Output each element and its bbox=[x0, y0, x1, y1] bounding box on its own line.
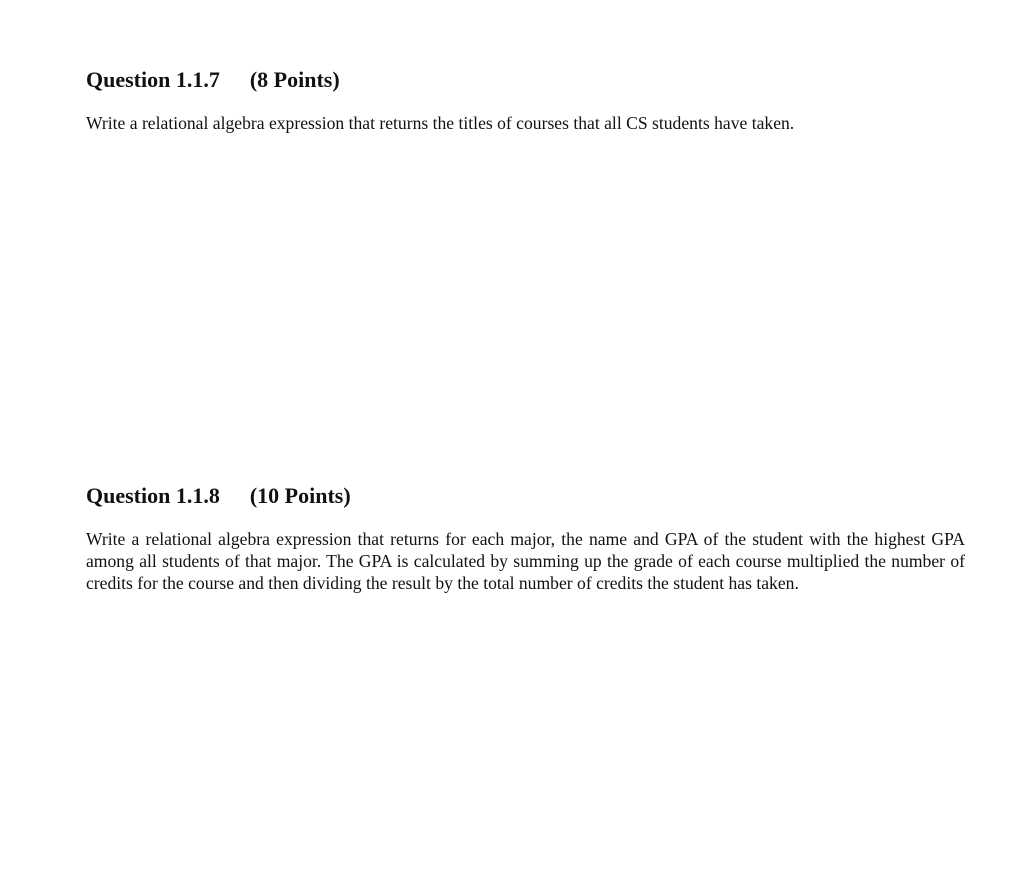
question-points: (8 Points) bbox=[249, 67, 340, 92]
question-1-1-7 bbox=[86, 66, 965, 134]
question-text: Write a relational algebra expression that returns for each major, the name and GPA of the student with the highest GPA among all students of that major. The GPA is calculated by summing up the grade of each course multiplied the number of credits for the course and then dividing the result by the total number of credits the student has taken. bbox=[86, 529, 965, 593]
question-text: Write a relational algebra expression that returns the titles of courses that all CS students have taken. bbox=[86, 113, 795, 133]
question-number: Question 1.1.7 bbox=[86, 67, 220, 92]
question-number: Question 1.1.8 bbox=[86, 483, 220, 508]
question-heading bbox=[86, 66, 965, 94]
question-heading bbox=[86, 482, 965, 510]
question-points: (10 Points) bbox=[249, 483, 351, 508]
question-1-1-8 bbox=[86, 482, 965, 594]
